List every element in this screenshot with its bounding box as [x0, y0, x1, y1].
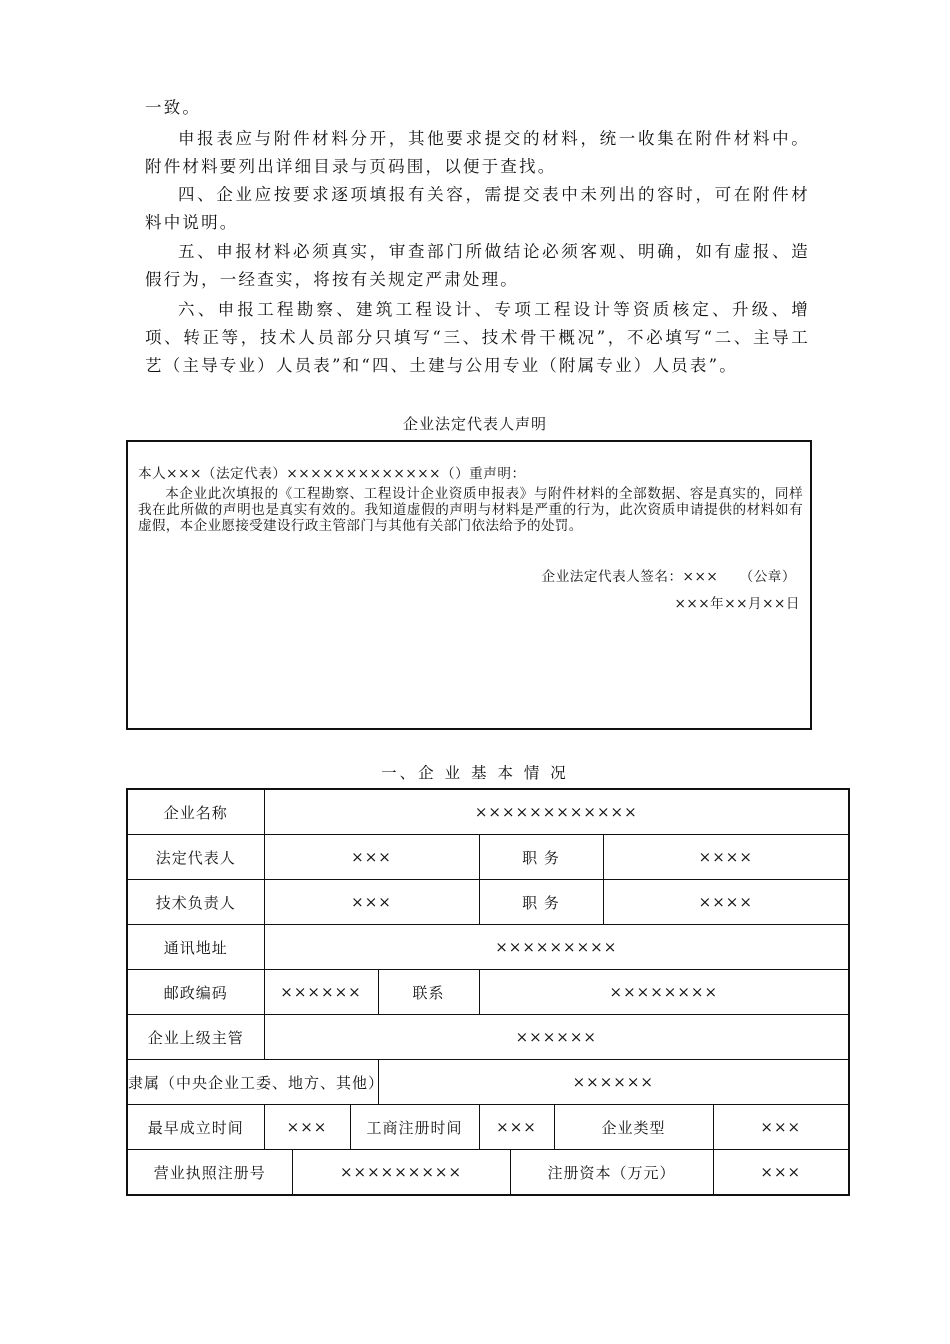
- legal-rep-position-value: ××××: [603, 835, 849, 880]
- founded-label: 最早成立时间: [127, 1105, 264, 1150]
- capital-value: ×××: [713, 1150, 849, 1196]
- declaration-title: 企业法定代表人声明: [402, 415, 547, 433]
- basic-info-table: [126, 788, 850, 1196]
- table-row-postcode: [127, 970, 849, 1015]
- superior-value: ××××××: [264, 1015, 849, 1060]
- declaration-box: [126, 440, 812, 730]
- table-row-dates: [127, 1105, 849, 1150]
- postcode-value: ××××××: [264, 970, 378, 1015]
- capital-label: 注册资本（万元）: [510, 1150, 713, 1196]
- affiliation-value: ××××××: [378, 1060, 849, 1105]
- intro-paragraph-4: 四、企业应按要求逐项填报有关容，需提交表中未列出的容时，可在附件材料中说明。: [145, 185, 810, 232]
- tech-head-position-label: 职 务: [479, 880, 603, 925]
- declaration-statement-line: 本人×××（法定代表）×××××××××××××（）重声明：: [138, 466, 526, 482]
- superior-label: 企业上级主管: [127, 1015, 264, 1060]
- company-name-label: 企业名称: [127, 789, 264, 835]
- table-row-address: [127, 925, 849, 970]
- table-row-license: [127, 1150, 849, 1196]
- declaration-date: ×××年××月××日: [674, 596, 800, 612]
- address-value: ×××××××××: [264, 925, 849, 970]
- company-name-value: ××××××××××××: [264, 789, 849, 835]
- registered-time-value: ×××: [479, 1105, 554, 1150]
- table-row-superior: [127, 1015, 849, 1060]
- postcode-label: 邮政编码: [127, 970, 264, 1015]
- table-row-affiliation: [127, 1060, 849, 1105]
- legal-rep-position-label: 职 务: [479, 835, 603, 880]
- founded-value: ×××: [264, 1105, 350, 1150]
- legal-rep-label: 法定代表人: [127, 835, 264, 880]
- tech-head-value: ×××: [264, 880, 479, 925]
- intro-paragraph-attachments: 申报表应与附件材料分开，其他要求提交的材料，统一收集在附件材料中。附件材料要列出详细目录与页码围，以便于查找。: [145, 129, 810, 176]
- table-row-tech-head: [127, 880, 849, 925]
- legal-rep-value: ×××: [264, 835, 479, 880]
- tech-head-position-value: ××××: [603, 880, 849, 925]
- intro-paragraph-6: 六、申报工程勘察、建筑工程设计、专项工程设计等资质核定、升级、增项、转正等，技术人员部分只填写“三、技术骨干概况”，不必填写“二、主导工艺（主导专业）人员表”和“四、土建与公用专业（附属专业）人员表”。: [145, 300, 810, 375]
- address-label: 通讯地址: [127, 925, 264, 970]
- company-type-value: ×××: [713, 1105, 849, 1150]
- basic-info-title: 一、企 业 基 本 情 况: [381, 764, 569, 782]
- tech-head-label: 技术负责人: [127, 880, 264, 925]
- license-value: ×××××××××: [292, 1150, 510, 1196]
- table-row-legal-rep: [127, 835, 849, 880]
- license-label: 营业执照注册号: [127, 1150, 292, 1196]
- contact-value: ××××××××: [479, 970, 849, 1015]
- declaration-body: 本企业此次填报的《工程勘察、工程设计企业资质申报表》与附件材料的全部数据、容是真实的，同样我在此所做的声明也是真实有效的。我知道虚假的声明与材料是严重的行为，此次资质申请提供的材料如有虚假，本企业愿接受建设行政主管部门与其他有关部门依法给予的处罚。: [138, 486, 803, 534]
- intro-line-continuation: 一致。: [145, 98, 202, 117]
- intro-paragraph-5: 五、申报材料必须真实，审查部门所做结论必须客观、明确，如有虚报、造假行为，一经查实，将按有关规定严肃处理。: [145, 242, 810, 289]
- table-row-company-name: [127, 789, 849, 835]
- declaration-signature: 企业法定代表人签名：××× （公章）: [541, 569, 796, 585]
- company-type-label: 企业类型: [554, 1105, 713, 1150]
- contact-label: 联系: [378, 970, 479, 1015]
- affiliation-label: 隶属（中央企业工委、地方、其他）: [127, 1060, 378, 1105]
- registered-time-label: 工商注册时间: [350, 1105, 479, 1150]
